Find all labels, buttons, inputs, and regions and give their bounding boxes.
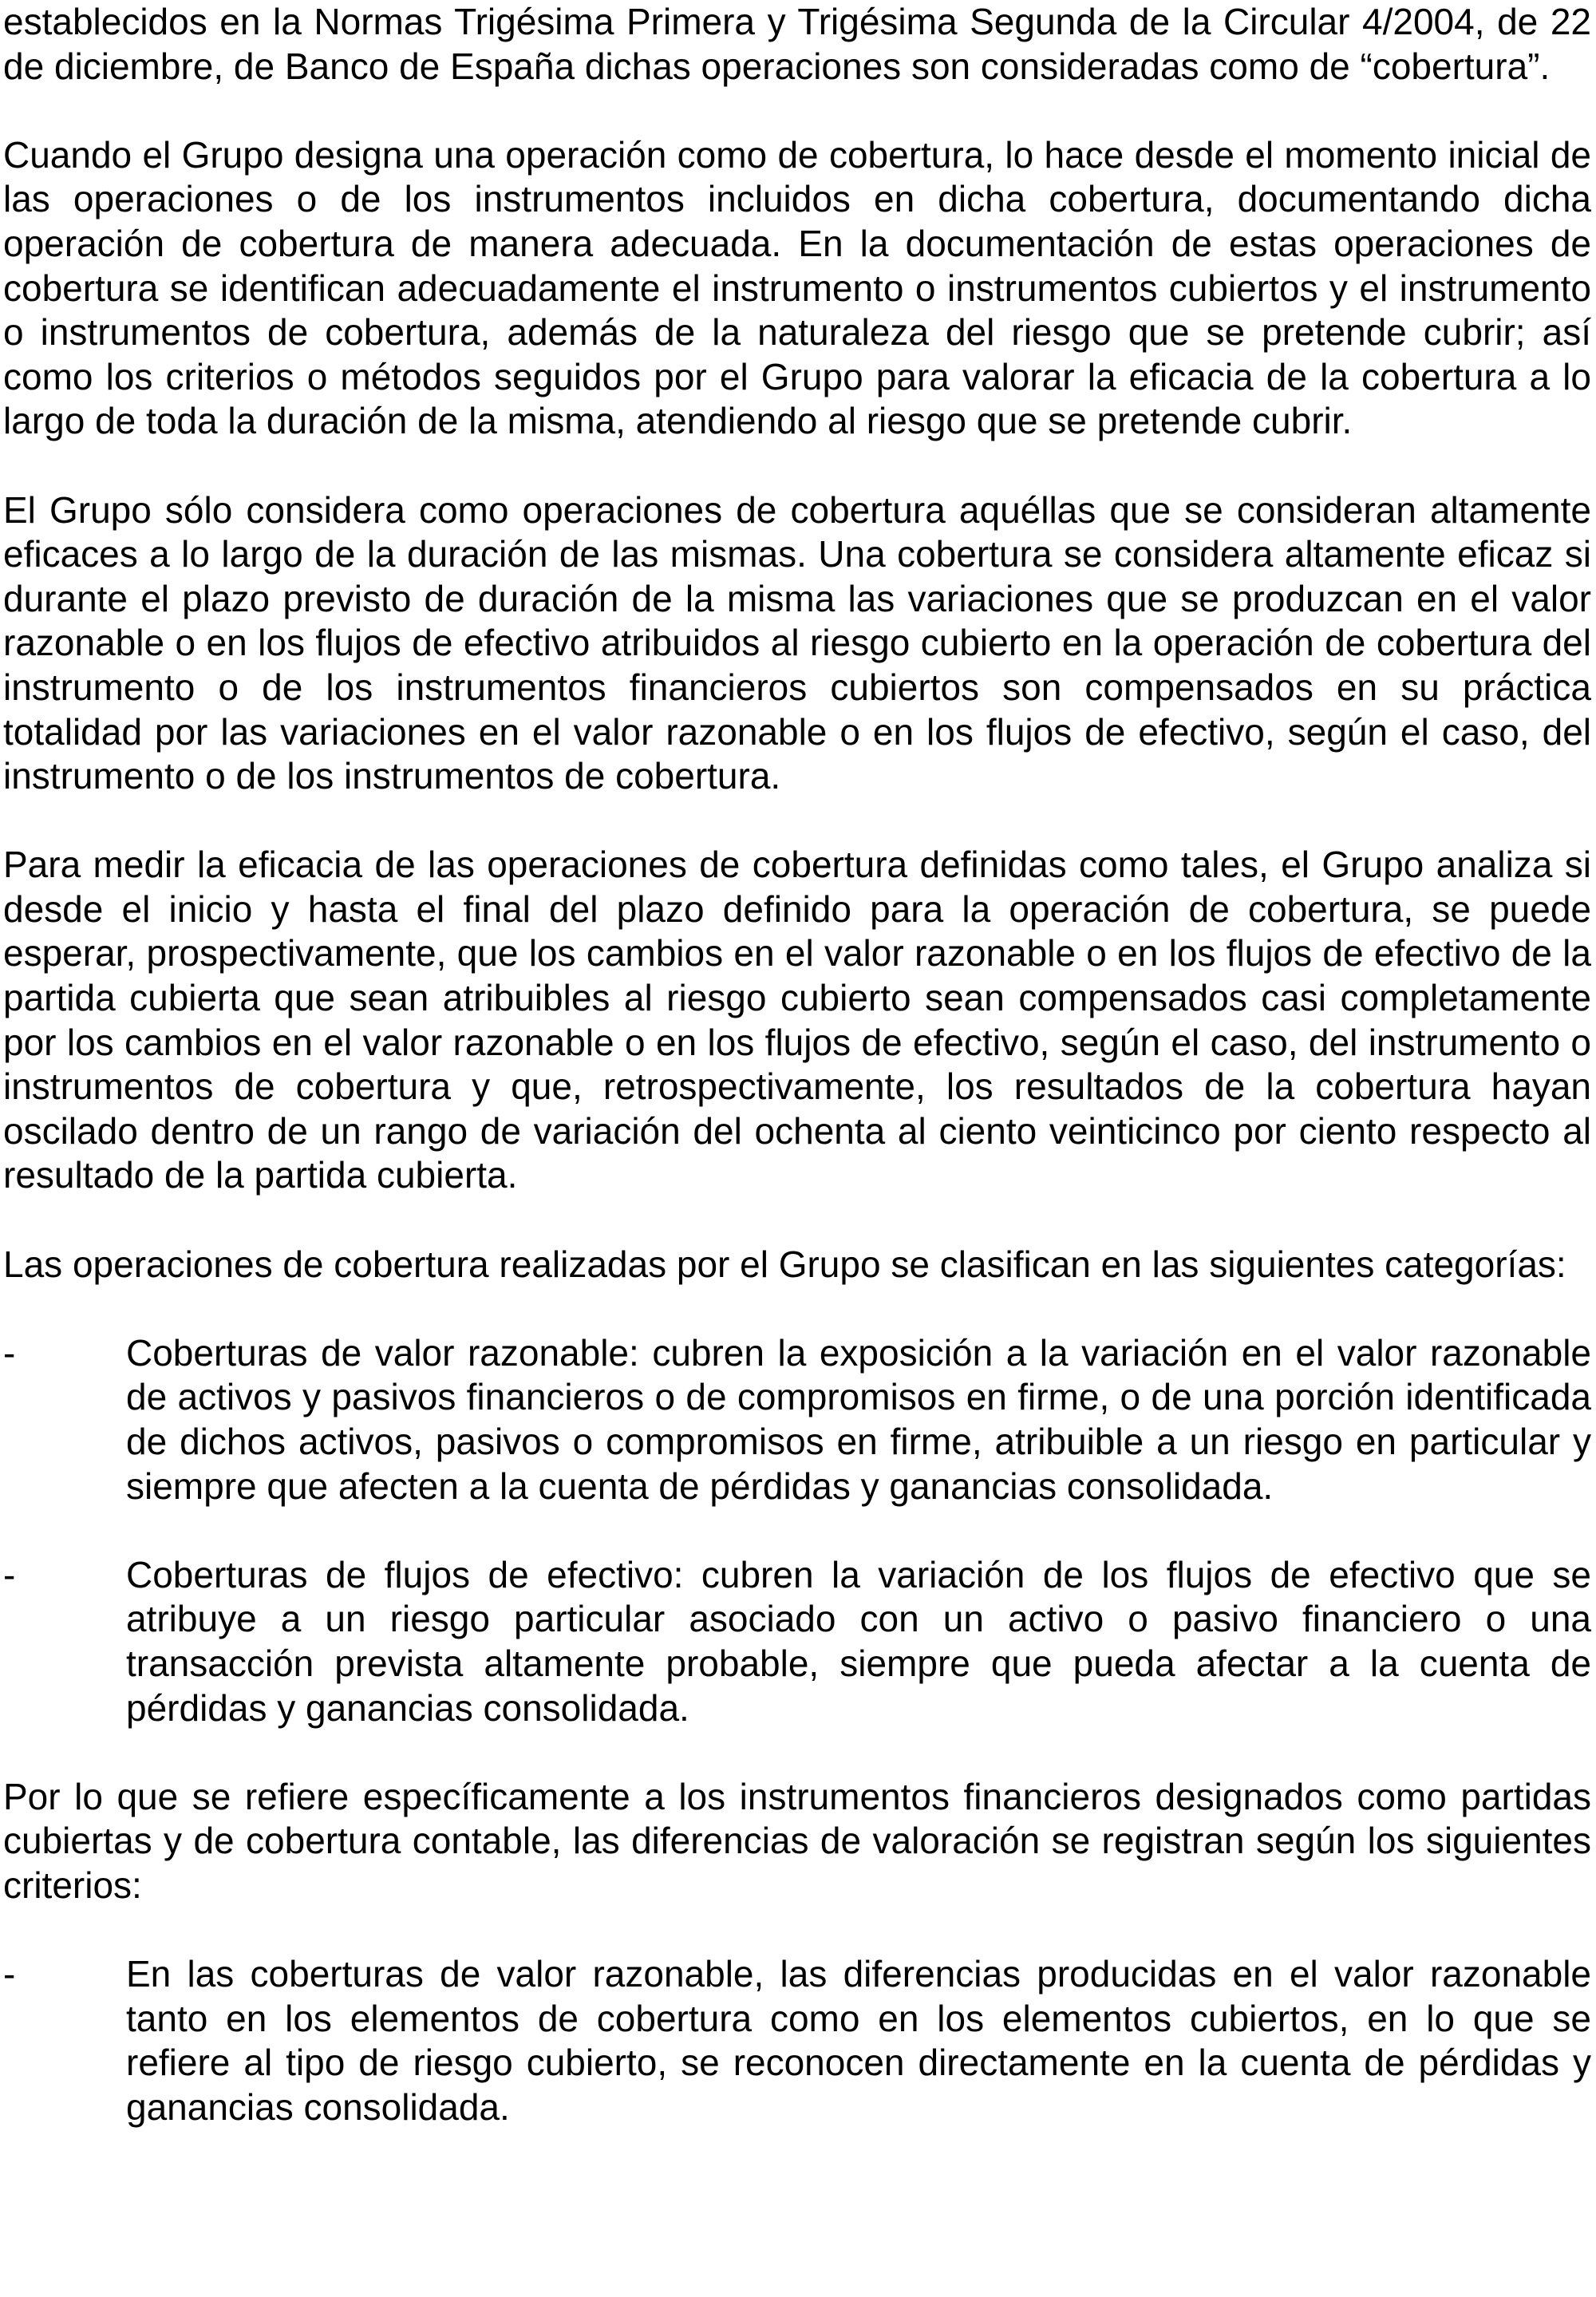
- paragraph-gap: [3, 1508, 1596, 1553]
- list-item-cash-flow-hedge: [3, 1553, 1591, 1730]
- list-bullet: -: [3, 1953, 16, 1995]
- paragraph-gap: [3, 1287, 1596, 1331]
- paragraph-gap: [3, 1198, 1596, 1243]
- paragraph-gap: [3, 799, 1596, 844]
- list-bullet: -: [3, 1331, 16, 1374]
- list-item-fair-value-hedge: [3, 1331, 1591, 1508]
- list-item-fair-value-differences: [3, 1952, 1591, 2129]
- paragraph-gap: [3, 1908, 1596, 1953]
- list-bullet: -: [3, 1553, 16, 1595]
- list-item-text: En las coberturas de valor razonable, las diferencias producidas en el valor razonable tanto en los elementos de cobertura como en los elementos cubiertos, en lo que se refiere al tipo de riesgo cubierto, se reconocen directamente en la cuenta de pérdidas y ganancias consolidada.: [126, 1953, 1591, 2128]
- paragraph-continuation: establecidos en la Normas Trigésima Primera y Trigésima Segunda de la Circular 4/2004, de 22 de diciembre, de Banco de España dichas operaciones son consideradas como de “cobertura”.: [3, 1, 1591, 87]
- paragraph-hedge-effectiveness: El Grupo sólo considera como operaciones de cobertura aquéllas que se consideran altamente eficaces a lo largo de la duración de las mismas. Una cobertura se considera altamente eficaz si durante el plazo previsto de duración de la misma las variaciones que se produzcan en el valor razonable o en los flujos de efectivo atribuidos al riesgo cubierto en la operación de cobertura del instrumento o de los instrumentos financieros cubiertos son compensados en su práctica totalidad por las variaciones en el valor razonable o en los flujos de efectivo, según el caso, del instrumento o de los instrumentos de cobertura.: [3, 488, 1591, 797]
- list-item-text: Coberturas de flujos de efectivo: cubren la variación de los flujos de efectivo que se atribuye a un riesgo particular asociado con un activo o pasivo financiero o una transacción prevista altamente probable, siempre que pueda afectar a la cuenta de pérdidas y ganancias consolidada.: [126, 1553, 1591, 1729]
- paragraph-valuation-criteria: Por lo que se refiere específicamente a los instrumentos financieros designados como partidas cubiertas y de cobertura contable, las diferencias de valoración se registran según los siguientes criterios:: [3, 1775, 1591, 1906]
- list-item-text: Coberturas de valor razonable: cubren la exposición a la variación en el valor razonable de activos y pasivos financieros o de compromisos en firme, o de una porción identificada de dichos activos, pasivos o compromisos en firme, atribuible a un riesgo en particular y siempre que afecten a la cuenta de pérdidas y ganancias consolidada.: [126, 1331, 1591, 1507]
- paragraph-gap: [3, 1730, 1596, 1775]
- paragraph-gap: [3, 89, 1596, 133]
- paragraph-hedge-categories: Las operaciones de cobertura realizadas por el Grupo se clasifican en las siguientes categorías:: [3, 1243, 1566, 1285]
- paragraph-gap: [3, 444, 1596, 488]
- paragraph-effectiveness-measurement: Para medir la eficacia de las operaciones de cobertura definidas como tales, el Grupo analiza si desde el inicio y hasta el final del plazo definido para la operación de cobertura, se puede esperar, prospectivamente, que los cambios en el valor razonable o en los flujos de efectivo de la partida cubierta que sean atribuibles al riesgo cubierto sean compensados casi completamente por los cambios en el valor razonable o en los flujos de efectivo, según el caso, del instrumento o instrumentos de cobertura y que, retrospectivamente, los resultados de la cobertura hayan oscilado dentro de un rango de variación del ochenta al ciento veinticinco por ciento respecto al resultado de la partida cubierta.: [3, 844, 1591, 1196]
- paragraph-hedge-designation: Cuando el Grupo designa una operación como de cobertura, lo hace desde el momento inicial de las operaciones o de los instrumentos incluidos en dicha cobertura, documentando dicha operación de cobertura de manera adecuada. En la documentación de estas operaciones de cobertura se identifican adecuadamente el instrumento o instrumentos cubiertos y el instrumento o instrumentos de cobertura, además de la naturaleza del riesgo que se pretende cubrir; así como los criterios o métodos seguidos por el Grupo para valorar la eficacia de la cobertura a lo largo de toda la duración de la misma, atendiendo al riesgo que se pretende cubrir.: [3, 133, 1591, 442]
